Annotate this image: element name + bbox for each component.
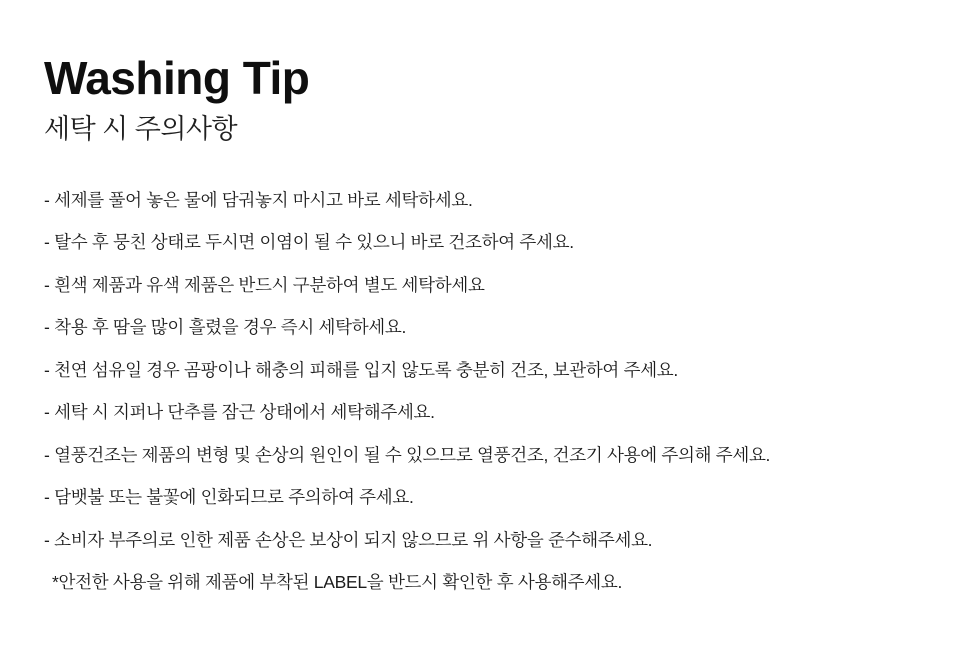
tips-list xyxy=(44,187,920,596)
tip-item-1: - 세제를 풀어 놓은 물에 담궈놓지 마시고 바로 세탁하세요. xyxy=(44,189,473,210)
tip-item-2: - 탈수 후 뭉친 상태로 두시면 이염이 될 수 있으니 바로 건조하여 주세요. xyxy=(44,232,574,253)
tip-item-9: - 소비자 부주의로 인한 제품 손상은 보상이 되지 않으므로 위 사항을 준수해주세요. xyxy=(44,529,653,550)
tip-item-6: - 세탁 시 지퍼나 단추를 잠근 상태에서 세탁해주세요. xyxy=(44,402,435,423)
tip-item-8: - 담뱃불 또는 불꽃에 인화되므로 주의하여 주세요. xyxy=(44,487,414,508)
page-subtitle: 세탁 시 주의사항 xyxy=(44,113,238,144)
tip-item-7: - 열풍건조는 제품의 변형 및 손상의 원인이 될 수 있으므로 열풍건조, 건조기 사용에 주의해 주세요. xyxy=(44,444,771,465)
tip-item-4: - 착용 후 땀을 많이 흘렸을 경우 즉시 세탁하세요. xyxy=(44,317,407,338)
tips-footnote: *안전한 사용을 위해 제품에 부착된 LABEL을 반드시 확인한 후 사용해주세요. xyxy=(52,572,623,593)
tip-item-5: - 천연 섬유일 경우 곰팡이나 해충의 피해를 입지 않도록 충분히 건조, 보관하여 주세요. xyxy=(44,359,678,380)
page-title: Washing Tip xyxy=(44,52,310,104)
tip-item-3: - 흰색 제품과 유색 제품은 반드시 구분하여 별도 세탁하세요 xyxy=(44,274,485,295)
